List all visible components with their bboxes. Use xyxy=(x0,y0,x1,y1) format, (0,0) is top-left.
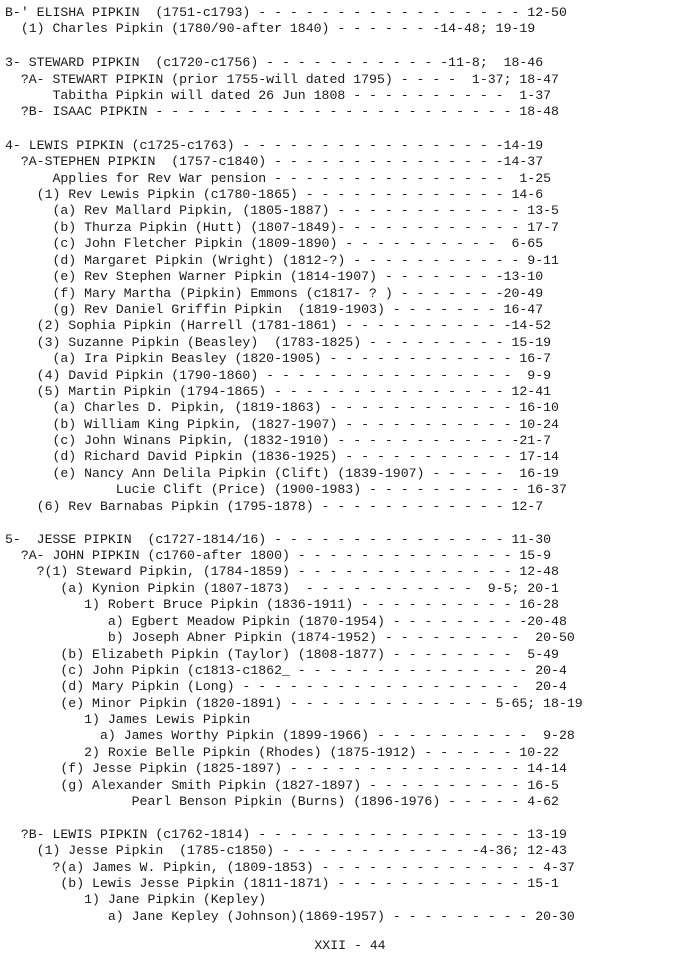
index-entry: (e) Minor Pipkin (1820-1891) - - - - - - - - - - - - - 5-65; 18-19 xyxy=(5,696,583,711)
index-entry: (b) Thurza Pipkin (Hutt) (1807-1849)- - - - - - - - - - - - 17-7 xyxy=(5,220,559,235)
index-entry: 1) James Lewis Pipkin xyxy=(5,712,251,727)
index-entry: (g) Rev Daniel Griffin Pipkin (1819-1903) - - - - - - - 16-47 xyxy=(5,302,544,317)
index-entry: (4) David Pipkin (1790-1860) - - - - - - - - - - - - - - - - 9-9 xyxy=(5,368,552,383)
index-entry: a) James Worthy Pipkin (1899-1966) - - - - - - - - - - 9-28 xyxy=(5,728,575,743)
index-entry: (1) Jesse Pipkin (1785-c1850) - - - - - - - - - - - - -4-36; 12-43 xyxy=(5,843,567,858)
index-entry: (b) William King Pipkin, (1827-1907) - - - - - - - - - - - 10-24 xyxy=(5,417,559,432)
index-entry: b) Joseph Abner Pipkin (1874-1952) - - - - - - - - - 20-50 xyxy=(5,630,575,645)
index-entry: (e) Rev Stephen Warner Pipkin (1814-1907) - - - - - - - -13-10 xyxy=(5,269,544,284)
index-entry: a) Jane Kepley (Johnson)(1869-1957) - - - - - - - - - 20-30 xyxy=(5,909,575,924)
index-entry: ?B- ISAAC PIPKIN - - - - - - - - - - - - - - - - - - - - - - - 18-48 xyxy=(5,104,559,119)
index-entry: (6) Rev Barnabas Pipkin (1795-1878) - - - - - - - - - - - - 12-7 xyxy=(5,499,544,514)
index-entry: (5) Martin Pipkin (1794-1865) - - - - - - - - - - - - - - - 12-41 xyxy=(5,384,552,399)
index-entry: ?B- LEWIS PIPKIN (c1762-1814) - - - - - - - - - - - - - - - - - 13-19 xyxy=(5,827,567,842)
index-entry: (1) Charles Pipkin (1780/90-after 1840) - - - - - - -14-48; 19-19 xyxy=(5,21,536,36)
index-entry: (c) John Winans Pipkin, (1832-1910) - - - - - - - - - - - -21-7 xyxy=(5,433,552,448)
index-entry: ?(a) James W. Pipkin, (1809-1853) - - - - - - - - - - - - - - 4-37 xyxy=(5,860,575,875)
index-entry: ?A- JOHN PIPKIN (c1760-after 1800) - - - - - - - - - - - - - - 15-9 xyxy=(5,548,552,563)
index-entry: (c) John Pipkin (c1813-c1862_ - - - - - - - - - - - - - - - 20-4 xyxy=(5,663,567,678)
index-entry: ?(1) Steward Pipkin, (1784-1859) - - - - - - - - - - - - - - 12-48 xyxy=(5,564,559,579)
index-entry: (a) Kynion Pipkin (1807-1873) - - - - - - - - - - - 9-5; 20-1 xyxy=(5,581,559,596)
index-entry: 4- LEWIS PIPKIN (c1725-c1763) - - - - - - - - - - - - - - - - -14-19 xyxy=(5,138,544,153)
index-entry: 5- JESSE PIPKIN (c1727-1814/16) - - - - - - - - - - - - - - - 11-30 xyxy=(5,532,552,547)
index-entry: 1) Robert Bruce Pipkin (1836-1911) - - - - - - - - - - 16-28 xyxy=(5,597,559,612)
index-entry: 3- STEWARD PIPKIN (c1720-c1756) - - - - - - - - - - - -11-8; 18-46 xyxy=(5,55,544,70)
index-entry: (d) Richard David Pipkin (1836-1925) - - - - - - - - - - - 17-14 xyxy=(5,449,559,464)
index-entry: (g) Alexander Smith Pipkin (1827-1897) - - - - - - - - - - 16-5 xyxy=(5,778,559,793)
index-entry: (b) Lewis Jesse Pipkin (1811-1871) - - - - - - - - - - - - 15-1 xyxy=(5,876,559,891)
index-entry: (f) Mary Martha (Pipkin) Emmons (c1817- ? ) - - - - - - -20-49 xyxy=(5,286,544,301)
index-entry: ?A- STEWART PIPKIN (prior 1755-will dated 1795) - - - - 1-37; 18-47 xyxy=(5,72,559,87)
index-entry: (a) Ira Pipkin Beasley (1820-1905) - - - - - - - - - - - - 16-7 xyxy=(5,351,552,366)
index-entry: (d) Margaret Pipkin (Wright) (1812-?) - - - - - - - - - - - 9-11 xyxy=(5,253,559,268)
index-entry: (2) Sophia Pipkin (Harrell (1781-1861) - - - - - - - - - - -14-52 xyxy=(5,318,552,333)
index-entry: (1) Rev Lewis Pipkin (c1780-1865) - - - - - - - - - - - - - 14-6 xyxy=(5,187,544,202)
index-entry: (f) Jesse Pipkin (1825-1897) - - - - - - - - - - - - - - - 14-14 xyxy=(5,761,567,776)
index-entry: Applies for Rev War pension - - - - - - - - - - - - - - - 1-25 xyxy=(5,171,552,186)
page-number: XXII - 44 xyxy=(314,938,386,953)
index-entry: a) Egbert Meadow Pipkin (1870-1954) - - - - - - - - -20-48 xyxy=(5,614,567,629)
index-entry: (a) Rev Mallard Pipkin, (1805-1887) - - - - - - - - - - - - 13-5 xyxy=(5,203,559,218)
index-entry: (c) John Fletcher Pipkin (1809-1890) - - - - - - - - - - 6-65 xyxy=(5,236,544,251)
index-entry: Tabitha Pipkin will dated 26 Jun 1808 - - - - - - - - - - 1-37 xyxy=(5,88,552,103)
index-entry: Lucie Clift (Price) (1900-1983) - - - - - - - - - - 16-37 xyxy=(5,482,567,497)
index-entry: (b) Elizabeth Pipkin (Taylor) (1808-1877) - - - - - - - - 5-49 xyxy=(5,647,559,662)
index-entry: 1) Jane Pipkin (Kepley) xyxy=(5,892,267,907)
index-entry: 2) Roxie Belle Pipkin (Rhodes) (1875-1912) - - - - - - 10-22 xyxy=(5,745,559,760)
index-entry: (3) Suzanne Pipkin (Beasley) (1783-1825) - - - - - - - - - 15-19 xyxy=(5,335,552,350)
index-entry: B-' ELISHA PIPKIN (1751-c1793) - - - - - - - - - - - - - - - - - 12-50 xyxy=(5,5,567,20)
index-entry: ?A-STEPHEN PIPKIN (1757-c1840) - - - - - - - - - - - - - - -14-37 xyxy=(5,154,544,169)
index-entry: (e) Nancy Ann Delila Pipkin (Clift) (1839-1907) - - - - - 16-19 xyxy=(5,466,559,481)
index-entry: (a) Charles D. Pipkin, (1819-1863) - - - - - - - - - - - - 16-10 xyxy=(5,400,559,415)
index-entry: (d) Mary Pipkin (Long) - - - - - - - - - - - - - - - - - - 20-4 xyxy=(5,679,567,694)
index-entry: Pearl Benson Pipkin (Burns) (1896-1976) - - - - - 4-62 xyxy=(5,794,559,809)
